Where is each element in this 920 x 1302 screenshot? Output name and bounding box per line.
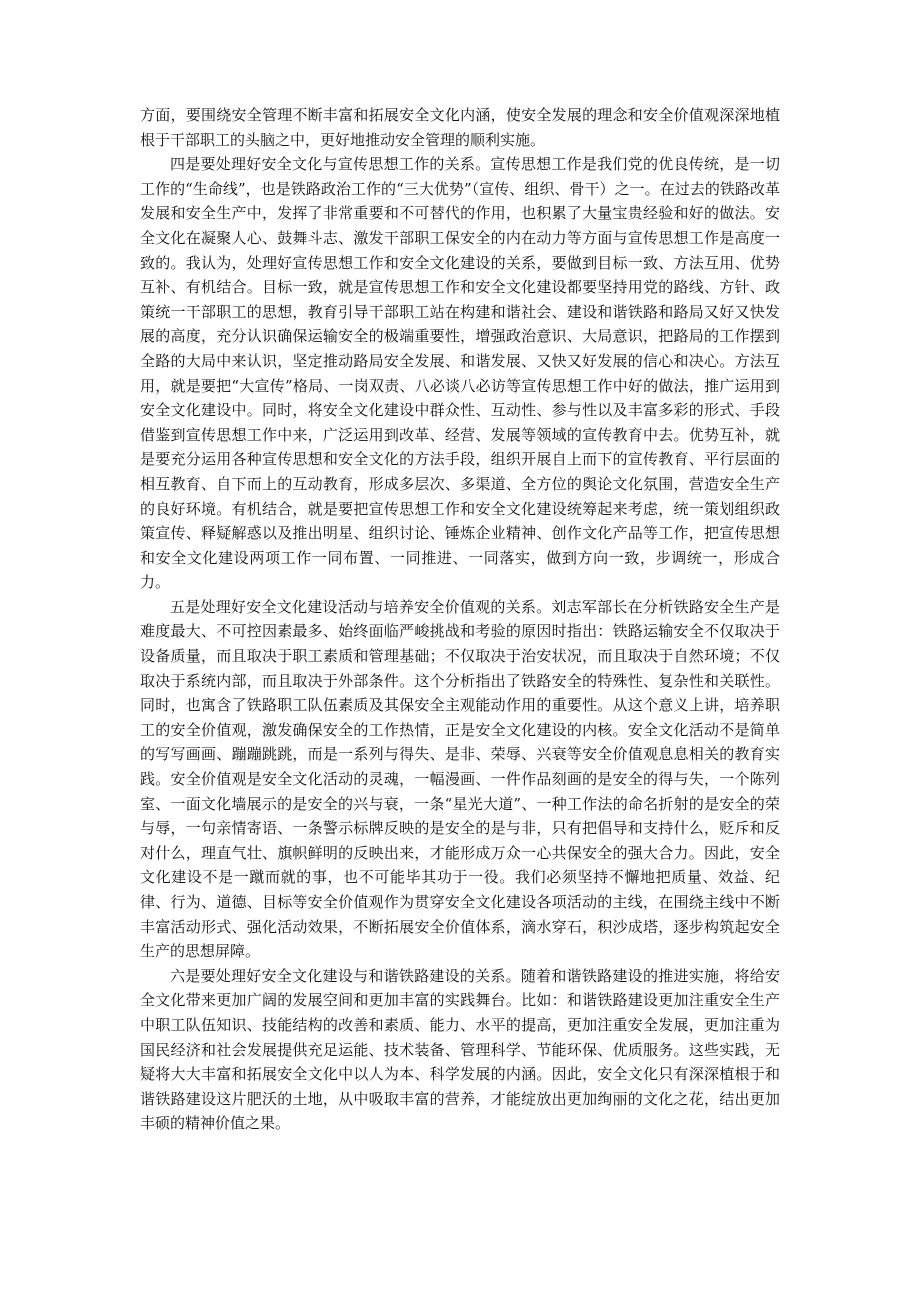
paragraph-harmonious-railway-relationship: 六是要处理好安全文化建设与和谐铁路建设的关系。随着和谐铁路建设的推进实施，将给安全文化带来更加广阔的发展空间和更加丰富的实践舞台。比如：和谐铁路建设更加注重安全生产中职工队伍知识、技能结构的改善和素质、能力、水平的提高，更加注重安全发展，更加注重为国民经济和社会发展提供充足运能、技术装备、管理科学、节能环保、优质服务。这些实践，无疑将大大丰富和拓展安全文化中以人为本、科学发展的内涵。因此，安全文化只有深深植根于和谐铁路建设这片肥沃的土地，从中吸取丰富的营养，才能绽放出更加绚丽的文化之花，结出更加丰硕的精神价值之果。 bbox=[140, 966, 780, 1133]
paragraph-continued: 方面，要围绕安全管理不断丰富和拓展安全文化内涵，使安全发展的理念和安全价值观深深地植根于干部职工的头脑之中，更好地推动安全管理的顺利实施。 bbox=[140, 106, 780, 149]
document-body bbox=[140, 103, 780, 1136]
paragraph-safety-values-relationship: 五是处理好安全文化建设活动与培养安全价值观的关系。刘志军部长在分析铁路安全生产是难度最大、不可控因素最多、始终面临严峻挑战和考验的原因时指出：铁路运输安全不仅取决于设备质量，而且取决于职工素质和管理基础；不仅取决于治安状况，而且取决于自然环境；不仅取决于系统内部，而且取决于外部条件。这个分析指出了铁路安全的特殊性、复杂性和关联性。同时，也寓含了铁路职工队伍素质及其保安全主观能动作用的重要性。从这个意义上讲，培养职工的安全价值观，激发确保安全的工作热情，正是安全文化建设的内核。安全文化活动不是简单的写写画画、蹦蹦跳跳，而是一系列与得失、是非、荣辱、兴衰等安全价值观息息相关的教育实践。安全价值观是安全文化活动的灵魂，一幅漫画、一件作品刻画的是安全的得与失，一个陈列室、一面文化墙展示的是安全的兴与衰，一条“星光大道”、一种工作法的命名折射的是安全的荣与辱，一句亲情寄语、一条警示标牌反映的是安全的是与非，只有把倡导和支持什么，贬斥和反对什么，理直气壮、旗帜鲜明的反映出来，才能形成万众一心共保安全的强大合力。因此，安全文化建设不是一蹴而就的事，也不可能毕其功于一役。我们必须坚持不懈地把质量、效益、纪律、行为、道德、目标等安全价值观作为贯穿安全文化建设各项活动的主线，在围绕主线中不断丰富活动形式、强化活动效果，不断拓展安全价值体系，滴水穿石，积沙成塔，逐步构筑起安全生产的思想屏障。 bbox=[140, 597, 780, 961]
paragraph-propaganda-relationship: 四是要处理好安全文化与宣传思想工作的关系。宣传思想工作是我们党的优良传统，是一切工作的“生命线”，也是铁路政治工作的“三大优势”（宣传、组织、骨干）之一。在过去的铁路改革发展和安全生产中，发挥了非常重要和不可替代的作用，也积累了大量宝贵经验和好的做法。安全文化在凝聚人心、鼓舞斗志、激发干部职工保安全的内在动力等方面与宣传思想工作是高度一致的。我认为，处理好宣传思想工作和安全文化建设的关系，要做到目标一致、方法互用、优势互补、有机结合。目标一致，就是宣传思想工作和安全文化建设都要坚持用党的路线、方针、政策统一干部职工的思想，教育引导干部职工站在构建和谐社会、建设和谐铁路和路局又好又快发展的高度，充分认识确保运输安全的极端重要性，增强政治意识、大局意识，把路局的工作摆到全路的大局中来认识，坚定推动路局安全发展、和谐发展、又快又好发展的信心和决心。方法互用，就是要把“大宣传”格局、一岗双责、八必谈八必访等宣传思想工作中好的做法，推广运用到安全文化建设中。同时，将安全文化建设中群众性、互动性、参与性以及丰富多彩的形式、手段借鉴到宣传思想工作中来，广泛运用到改革、经营、发展等领域的宣传教育中去。优势互补，就是要充分运用各种宣传思想和安全文化的方法手段，组织开展自上而下的宣传教育、平行层面的相互教育、自下而上的互动教育，形成多层次、多渠道、全方位的舆论文化氛围，营造安全生产的良好环境。有机结合，就是要把宣传思想工作和安全文化建设统筹起来考虑，统一策划组织政策宣传、释疑解惑以及推出明星、组织讨论、锤炼企业精神、创作文化产品等工作，把宣传思想和安全文化建设两项工作一同布置、一同推进、一同落实，做到方向一致，步调统一，形成合力。 bbox=[140, 155, 780, 592]
